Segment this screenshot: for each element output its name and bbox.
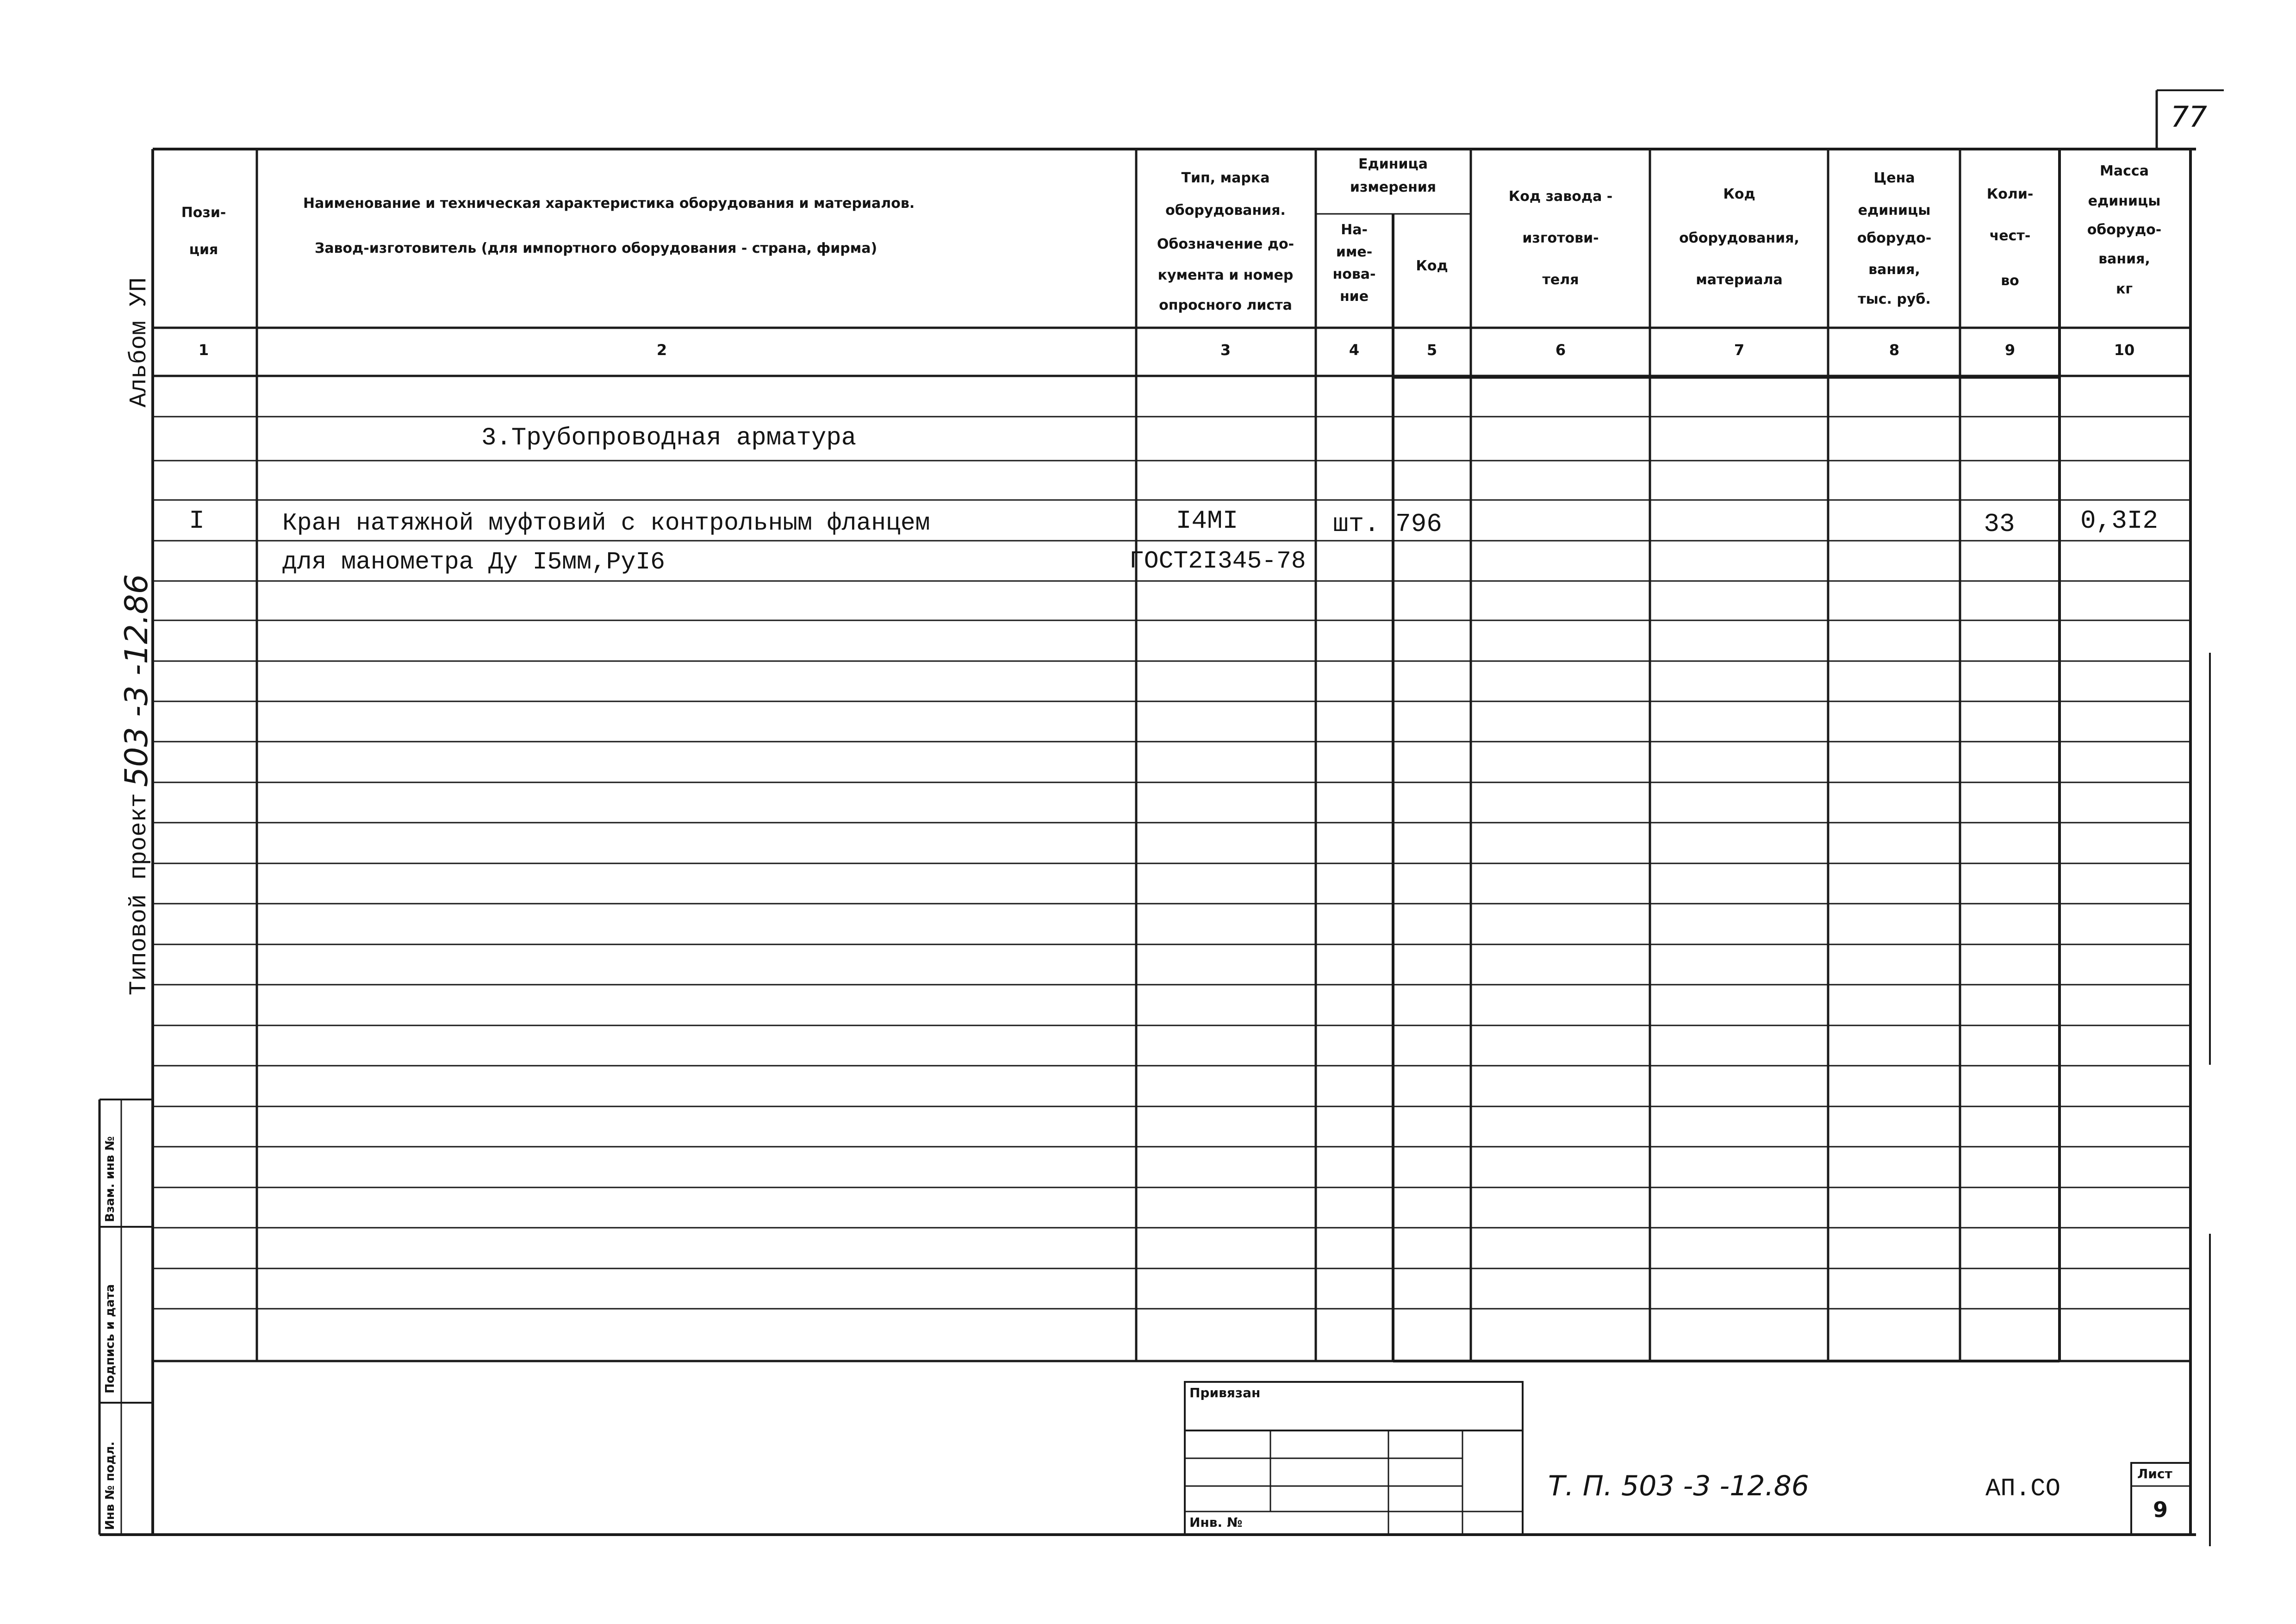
row-name-line1: Кран натяжной муфтовий с контрольным фланцем — [282, 509, 930, 537]
header-type-1: Тип, марка — [1181, 170, 1270, 186]
header-position-1: Пози- — [181, 205, 226, 221]
album-label: Альбом УП — [125, 277, 153, 407]
header-factory-1: Код завода - — [1508, 188, 1613, 205]
colnum-4: 4 — [1349, 341, 1360, 359]
sheet-code: АП.СО — [1985, 1475, 2061, 1503]
sheet-label: Лист — [2137, 1466, 2172, 1481]
row-type-line1: I4МI — [1176, 506, 1238, 536]
header-unit-1: Единица — [1358, 156, 1428, 172]
colnum-3: 3 — [1220, 341, 1231, 359]
header-factory-3: теля — [1542, 272, 1579, 288]
privyazan-label: Привязан — [1189, 1385, 1261, 1400]
row-type-line2: ГОСТ2I345-78 — [1129, 547, 1306, 575]
colnum-6: 6 — [1555, 341, 1566, 359]
header-price-3: оборудо- — [1857, 230, 1932, 246]
header-unitname-4: ние — [1339, 288, 1369, 305]
row-quantity: 33 — [1984, 509, 2015, 539]
header-type-3: Обозначение до- — [1157, 236, 1294, 252]
colnum-9: 9 — [2004, 341, 2016, 359]
header-price-4: вания, — [1868, 262, 1920, 278]
header-position-2: ция — [189, 242, 218, 258]
header-unitname-2: име- — [1336, 244, 1373, 260]
header-type-5: опросного листа — [1159, 297, 1292, 313]
stamp-sign-date: Подпись и дата — [103, 1284, 117, 1393]
stamp-vzam-inv: Взам. инв № — [103, 1136, 117, 1222]
project-number: 503 -3 -12.86 — [118, 574, 155, 787]
inv-no-label: Инв. № — [1189, 1515, 1243, 1530]
stamp-inv-podl: Инв № подл. — [103, 1441, 117, 1530]
row-unit-name: шт. — [1333, 509, 1380, 539]
header-type-4: кумента и номер — [1157, 267, 1294, 283]
colnum-7: 7 — [1734, 341, 1745, 359]
header-price-2: единицы — [1858, 202, 1931, 219]
header-name-1: Наименование и техническая характеристика оборудования и материалов. — [303, 195, 915, 212]
header-unit-2: измерения — [1350, 179, 1437, 195]
colnum-8: 8 — [1889, 341, 1900, 359]
header-mass-3: оборудо- — [2087, 222, 2162, 238]
header-mass-5: кг — [2116, 281, 2133, 297]
row-name-line2: для манометра Ду I5мм,РуI6 — [282, 548, 665, 576]
header-price-1: Цена — [1873, 170, 1915, 186]
header-type-2: оборудования. — [1165, 202, 1286, 219]
colnum-10: 10 — [2114, 341, 2135, 359]
section-title: 3.Трубопроводная арматура — [481, 424, 857, 452]
sheet-number: 9 — [2153, 1497, 2168, 1522]
project-label: Типовой проект — [125, 793, 153, 995]
header-mass-2: единицы — [2088, 193, 2161, 209]
colnum-1: 1 — [198, 341, 209, 359]
header-equipcode-1: Код — [1723, 186, 1755, 202]
header-unitname-1: На- — [1341, 222, 1368, 238]
row-unit-code: 796 — [1395, 509, 1442, 539]
colnum-5: 5 — [1426, 341, 1437, 359]
header-unitname-3: нова- — [1332, 266, 1376, 282]
header-qty-1: Коли- — [1986, 186, 2034, 202]
header-mass-1: Масса — [2100, 163, 2149, 179]
row-mass: 0,3I2 — [2080, 506, 2159, 536]
header-equipcode-2: оборудования, — [1679, 230, 1799, 246]
page-number: 77 — [2171, 100, 2207, 134]
header-name-2: Завод-изготовитель (для импортного оборудования - страна, фирма) — [315, 240, 877, 256]
header-qty-3: во — [2001, 273, 2019, 289]
header-price-5: тыс. руб. — [1858, 291, 1931, 307]
header-equipcode-3: материала — [1696, 272, 1783, 288]
header-unitcode: Код — [1416, 258, 1448, 274]
row-position: I — [189, 506, 205, 536]
project-code: Т. П. 503 -3 -12.86 — [1548, 1470, 1809, 1502]
header-factory-2: изготови- — [1522, 230, 1599, 246]
header-mass-4: вания, — [2098, 251, 2150, 267]
colnum-2: 2 — [656, 341, 667, 359]
header-qty-2: чест- — [1989, 228, 2031, 244]
